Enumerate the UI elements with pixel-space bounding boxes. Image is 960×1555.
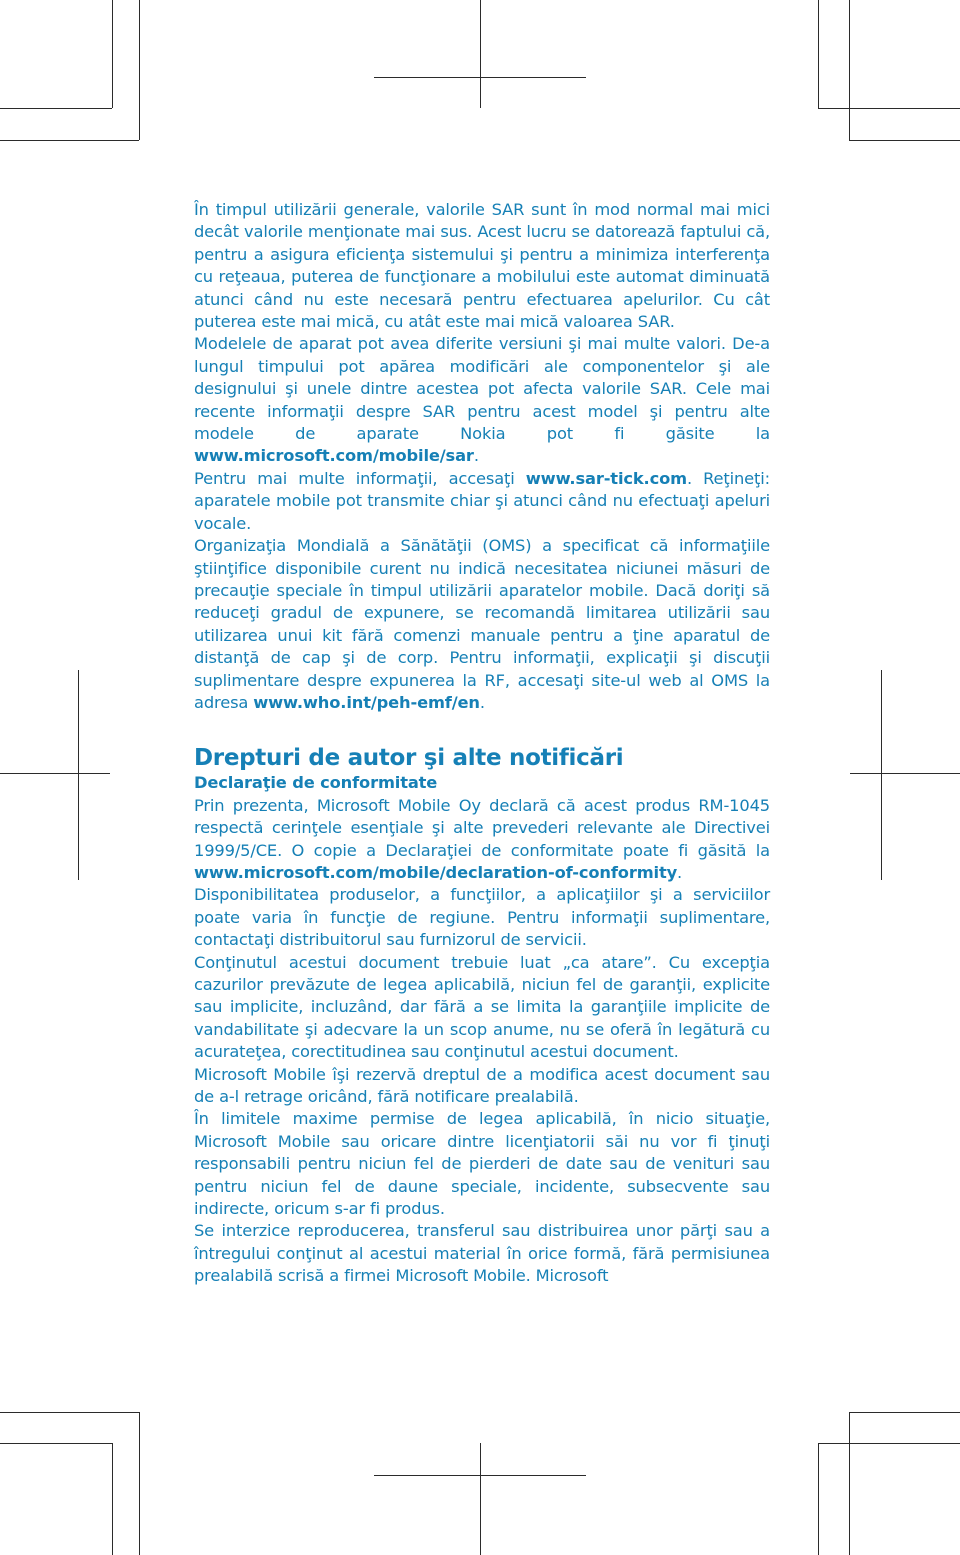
sar-info-link[interactable]: www.microsoft.com/mobile/sar	[194, 446, 474, 466]
registration-mark	[480, 0, 481, 108]
sar-section	[194, 199, 770, 714]
sar-tick-link[interactable]: www.sar-tick.com	[525, 468, 687, 488]
crop-mark	[818, 108, 960, 109]
crop-mark	[0, 140, 139, 141]
liability-paragraph: În limitele maxime permise de legea aplicabilă, în nicio situaţie, Microsoft Mobile sau oricare dintre licenţiatorii săi nu vor fi ţinuţi responsabili pentru niciun fel de pierderi de date sau de venituri sau pentru niciun fel de daune speciale, incidente, subsecvente sau indirecte, oricum s-ar fi produs.	[194, 1109, 770, 1219]
page-content	[194, 199, 770, 1288]
as-is-paragraph: Conţinutul acestui document trebuie luat „ca atare”. Cu excepţia cazurilor prevăzute de legea aplicabilă, niciun fel de garanţii, explicite sau implicite, incluzând, dar fără a se limita la garanţiile implicite de vandabilitate şi adecvare la un scop anume, nu se oferă în legătură cu acurateţea, corectitudinea sau conţinutul acestui document.	[194, 952, 770, 1062]
copyright-section	[194, 744, 770, 1287]
availability-paragraph: Disponibilitatea produselor, a funcţiilor, a aplicaţiilor şi a serviciilor poate varia în funcţie de regiune. Pentru informaţii suplimentare, contactaţi distribuitorul sau furnizorul de servicii.	[194, 885, 770, 950]
sar-models-text: Modelele de aparat pot avea diferite versiuni şi mai multe valori. De-a lungul timpului pot apărea modificări ale componentelor şi ale designului şi unele dintre acestea pot afecta valorile SAR. Cele mai recente informaţii despre SAR pentru acest model şi pentru alte modele de aparate Nokia pot fi găsite la	[194, 334, 770, 444]
section-heading: Drepturi de autor şi alte notificări	[194, 745, 624, 772]
crop-mark	[849, 1412, 850, 1555]
more-info-note: . Reţineţi: aparatele mobile pot transmite chiar şi atunci când nu efectuaţi apeluri vocale.	[194, 468, 770, 533]
crop-mark	[849, 0, 850, 140]
declaration-paragraph: Prin prezenta, Microsoft Mobile Oy declară că acest produs RM-1045 respectă cerinţele esenţiale şi alte prevederi relevante ale Directivei 1999/5/CE. O copie a Declaraţiei de conformitate poate fi găsită la www.microsoft.com/mobile/declaration-of-conformity.	[194, 795, 770, 882]
crop-mark	[0, 1412, 139, 1413]
sar-paragraph-more-info	[194, 468, 770, 535]
who-link[interactable]: www.who.int/peh-emf/en	[253, 692, 480, 712]
crop-mark	[0, 1443, 112, 1444]
registration-mark	[850, 773, 960, 774]
crop-mark	[818, 1443, 819, 1555]
registration-mark	[374, 77, 586, 78]
registration-mark	[78, 670, 79, 880]
crop-mark	[849, 1412, 960, 1413]
declaration-link[interactable]: www.microsoft.com/mobile/declaration-of-conformity	[194, 862, 678, 882]
modification-paragraph: Microsoft Mobile îşi rezervă dreptul de a modifica acest document sau de a-l retrage oricând, fără notificare prealabilă.	[194, 1064, 770, 1107]
crop-mark	[112, 1443, 113, 1555]
crop-mark	[818, 1443, 960, 1444]
sar-paragraph-who: Organizaţia Mondială a Sănătăţii (OMS) a specificat că informaţiile ştiinţifice disponibile curent nu indică necesitatea niciunei măsuri de precauţie speciale în timpul utilizării aparatelor mobile. Dacă doriţi să reduceţi gradul de expunere, se recomandă limitarea utilizării sau utilizarea unui kit fără comenzi manuale pentru a ţine aparatul de distanţă de cap şi de corp. Pentru informaţii, explicaţii şi discuţii suplimentare despre expunerea la RF, accesaţi site-ul web al OMS la adresa www.who.int/peh-emf/en.	[194, 536, 770, 712]
reproduction-paragraph: Se interzice reproducerea, transferul sau distribuirea unor părţi sau a întregului conţinut al acestui material în orice formă, fără permisiunea prealabilă scrisă a firmei Microsoft Mobile. Microsoft	[194, 1221, 770, 1286]
registration-mark	[881, 670, 882, 880]
crop-mark	[0, 108, 112, 109]
who-text: Organizaţia Mondială a Sănătăţii (OMS) a specificat că informaţiile ştiinţifice disponibile curent nu indică necesitatea niciunei măsuri de precauţie speciale în timpul utilizării aparatelor mobile. Dacă doriţi să reduceţi gradul de expunere, se recomandă limitarea utilizării sau utilizarea unui kit fără comenzi manuale pentru a ţine aparatul de distanţă de cap şi de corp. Pentru informaţii, explicaţii şi discuţii suplimentare despre expunerea la RF, accesaţi site-ul web al OMS la adresa	[194, 536, 770, 712]
sar-paragraph-usage: În timpul utilizării generale, valorile SAR sunt în mod normal mai mici decât valorile menţionate mai sus. Acest lucru se datorează faptului că, pentru a asigura eficienţa sistemului şi pentru a minimiza interferenţa cu reţeaua, puterea de funcţionare a mobilului este automat diminuată atunci când nu este necesară pentru efectuarea apelurilor. Cu cât puterea este mai mică, cu atât este mai mică valoarea SAR.	[194, 200, 770, 332]
crop-mark	[139, 0, 140, 140]
registration-mark	[480, 1443, 481, 1555]
registration-mark	[374, 1475, 586, 1476]
crop-mark	[818, 0, 819, 108]
declaration-heading: Declaraţie de conformitate	[194, 773, 438, 793]
sar-paragraph-models: Modelele de aparat pot avea diferite versiuni şi mai multe valori. De-a lungul timpului pot apărea modificări ale componentelor şi ale designului şi unele dintre acestea pot afecta valorile SAR. Cele mai recente informaţii despre SAR pentru acest model şi pentru alte modele de aparate Nokia pot fi găsite la www.microsoft.com/mobile/sar.	[194, 334, 770, 466]
crop-mark	[112, 0, 113, 108]
registration-mark	[0, 773, 110, 774]
crop-mark	[849, 140, 960, 141]
more-info-text: Pentru mai multe informaţii, accesaţi	[194, 468, 526, 488]
declaration-text: Prin prezenta, Microsoft Mobile Oy declară că acest produs RM-1045 respectă cerinţele esenţiale şi alte prevederi relevante ale Directivei 1999/5/CE. O copie a Declaraţiei de conformitate poate fi găsită la	[194, 795, 770, 860]
crop-mark	[139, 1412, 140, 1555]
